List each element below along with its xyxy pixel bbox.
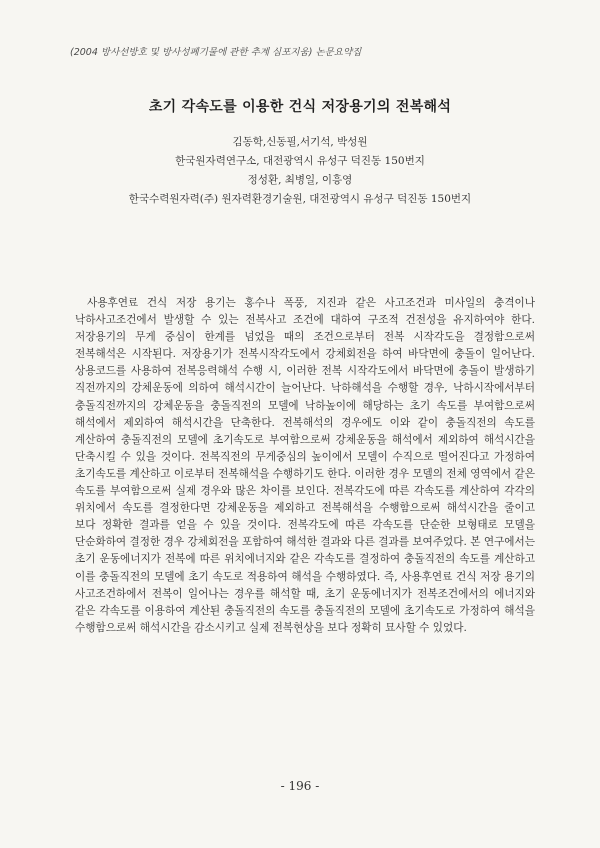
affiliation-2: 한국수력원자력(주) 원자력환경기술원, 대전광역시 유성구 덕진동 150번지 xyxy=(128,193,472,205)
authors-group-1: 김동학,신동필,서기석, 박성원 xyxy=(232,136,368,148)
authors-group-2: 정성환, 최병일, 이흥영 xyxy=(247,174,353,186)
affiliation-1: 한국원자력연구소, 대전광역시 유성구 덕진동 150번지 xyxy=(175,155,425,167)
abstract-paragraph: 사용후연료 건식 저장 용기는 홍수나 폭풍, 지진과 같은 사고조건과 미사일의 충격이나 낙하사고조건에서 발생할 수 있는 전복사고 조건에 대하여 구조적 건전성을 유지하여야 한다. 저장용기의 무게 중심이 한계를 넘었을 때의 조건으로부터 전복 시작각도을 결정함으로써 전복해석은 시작된다. 저장용기가 전복시작각도에서 강체회전을 하여 바닥면에 충돌이 일어난다. 상용코드를 사용하여 전복응력해석 수행 시, 이러한 전복 시작각도에서 바닥면에 충돌이 발생하기 직전까지의 강체운동에 의하여 해석시간이 늘어난다. 낙하해석을 수행할 경우, 낙하시작에서부터 충돌직전까지의 강체운동을 충돌직전의 모델에 낙하높이에 해당하는 초기 속도를 부여함으로써 해석에서 제외하여 해석시간을 단축한다. 전복해석의 경우에도 이와 같이 충돌직전의 속도를 계산하여 충돌직전의 모델에 초기속도로 부여함으로써 강체운동을 해석에서 제외하여 해석시간을 단축시킬 수 있을 것이다. 전복직전의 무게중심의 높이에서 모델이 수직으로 떨어진다고 가정하여 초기속도를 계산하고 이로부터 전복해석을 수행하기도 한다. 이러한 경우 모델의 전체 영역에서 같은 속도를 부여함으로써 실제 경우와 많은 차이를 보인다. 전복각도에 따른 각속도를 계산하여 각각의 위치에서 속도를 결정한다면 강체운동을 제외하고 전복해석을 수행함으로써 해석시간을 줄이고 보다 정확한 결과를 얻을 수 있을 것이다. 전복각도에 따른 각속도를 단순한 보형태로 모델을 단순화하여 결정한 경우 강체회전을 포함하여 해석한 결과와 다른 결과를 보여주었다. 본 연구에서는 초기 운동에너지가 전복에 따른 위치에너지와 같은 각속도를 결정하여 충돌직전의 속도를 계산하고 이를 충돌직전의 모델에 초기 속도로 적용하여 해석을 수행하였다. 즉, 사용후연료 건식 저장 용기의 사고조건하에서 전복이 일어나는 경우를 해석할 때, 초기 운동에너지가 전복조건에서의 에너지와 같은 각속도를 이용하여 계산된 충돌직전의 속도를 충돌직전의 모델에 초기속도로 가정하여 해석을 수행함으로써 해석시간을 감소시키고 실제 전복현상을 보다 정확히 묘사할 수 있었다. xyxy=(75,297,535,634)
running-head: (2004 방사선방호 및 방사성폐기물에 관한 추계 심포지움) 논문요약집 xyxy=(70,47,362,58)
page-number: - 196 - xyxy=(280,779,320,793)
abstract-body xyxy=(75,295,535,637)
paper-title: 초기 각속도를 이용한 건식 저장용기의 전복해석 xyxy=(148,99,452,115)
